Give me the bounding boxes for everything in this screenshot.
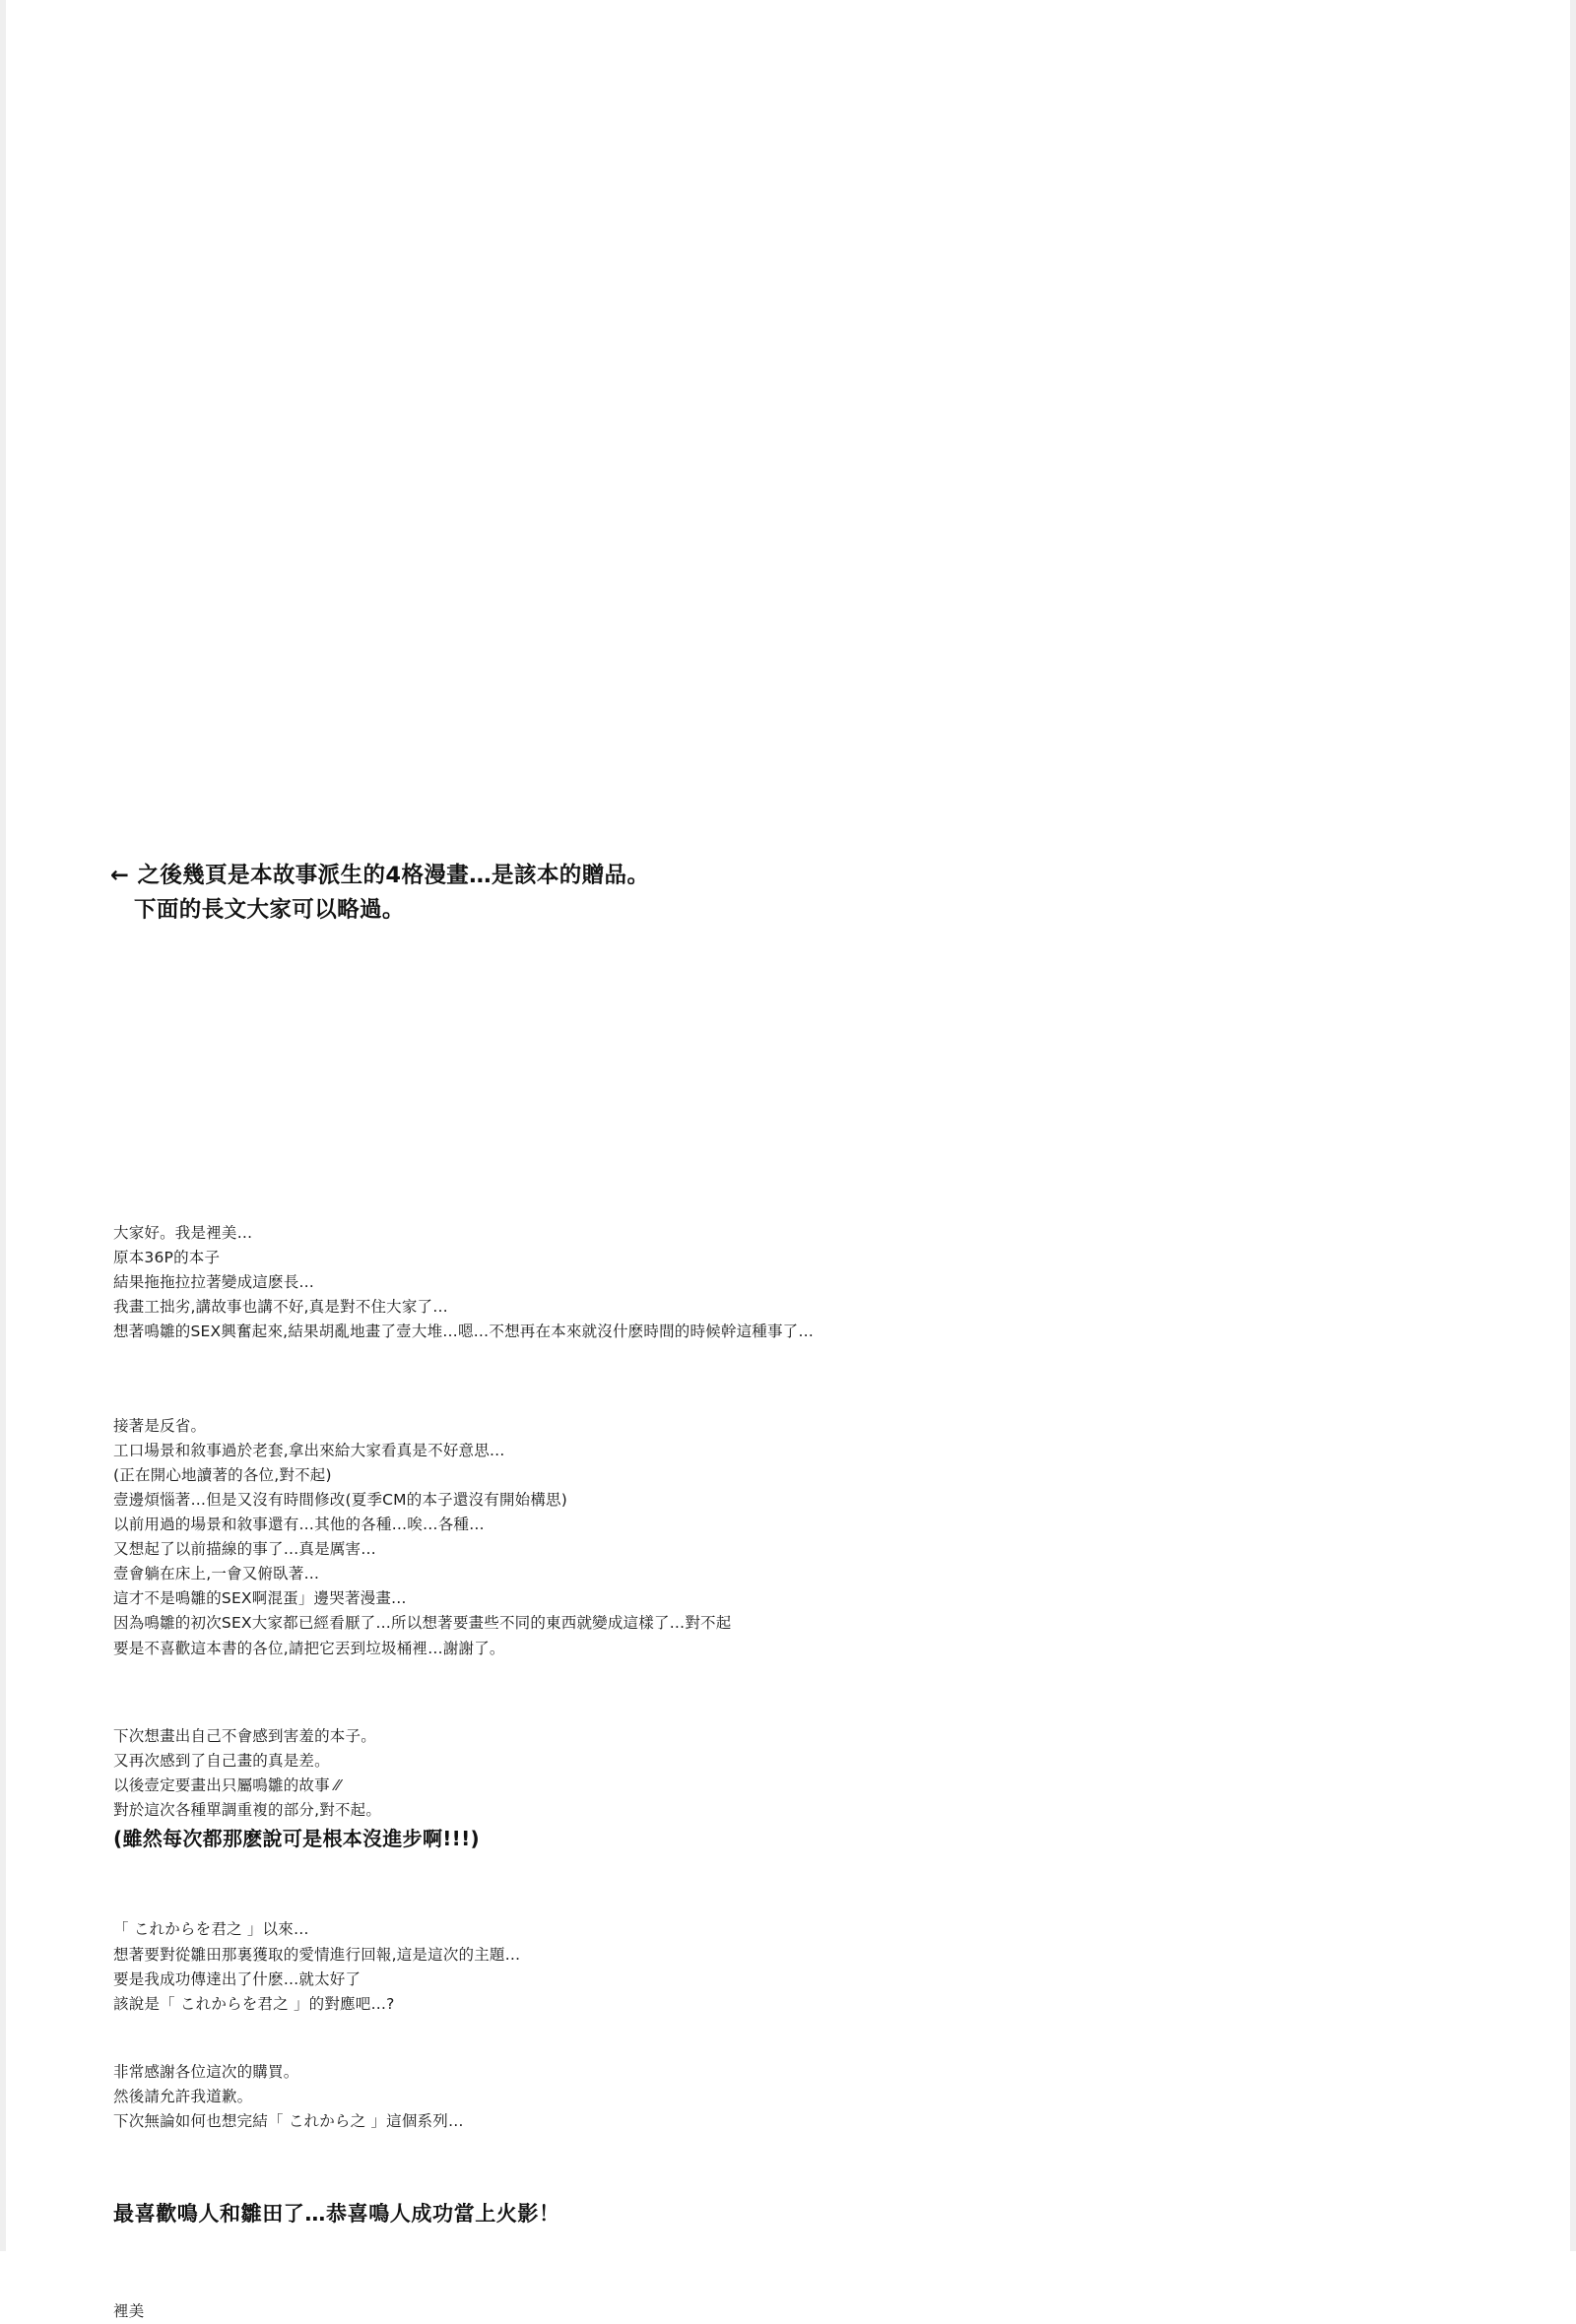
spacer: [113, 2260, 1354, 2299]
afterword-line: 壹邊煩惱著…但是又沒有時間修改(夏季CM的本子還沒有開始構思): [113, 1490, 567, 1509]
afterword-line: 壹會躺在床上,一會又俯臥著…: [113, 1565, 320, 1583]
afterword-line: (正在開心地讀著的各位,對不起): [113, 1465, 332, 1484]
spacer: [113, 1691, 1354, 1724]
afterword-line: 以前用過的場景和敘事還有…其他的各種…唉…各種…: [113, 1515, 485, 1533]
afterword-paragraph-1: [113, 1221, 1354, 1345]
afterword-line: 大家好。我是裡美…: [113, 1224, 253, 1242]
afterword-line: 要是我成功傳達出了什麽…就太好了: [113, 1969, 361, 1988]
afterword-line: 因為鳴雛的初次SEX大家都已經看厭了…所以想著要畫些不同的東西就變成這樣了…對不起: [113, 1614, 732, 1633]
afterword-line: 該說是「 これからを君之 」的對應吧…?: [113, 1994, 395, 2013]
afterword-paragraph-3: [113, 1724, 1354, 1855]
afterword-line: 結果拖拖拉拉著變成這麽長…: [113, 1273, 315, 1292]
top-note-line-1: ← 之後幾頁是本故事派生的4格漫畫…是該本的贈品。: [110, 863, 650, 888]
afterword-final-line-block: [113, 2197, 1354, 2230]
spacer: [113, 2046, 1354, 2060]
afterword-line: 接著是反省。: [113, 1416, 207, 1435]
author-signature: 裡美: [113, 2302, 145, 2321]
afterword-line: 對於這次各種單調重複的部分,對不起。: [113, 1800, 382, 1819]
afterword-line: 非常感謝各位這次的購買。: [113, 2062, 299, 2081]
spacer: [113, 1375, 1354, 1414]
afterword-line: 工口場景和敘事過於老套,拿出來給大家看真是不好意思…: [113, 1441, 505, 1459]
top-note: [110, 859, 1292, 928]
afterword-paragraph-5: [113, 2060, 1354, 2134]
afterword-line: 要是不喜歡這本書的各位,請把它丟到垃圾桶裡…謝謝了。: [113, 1639, 505, 1657]
afterword-line: 這才不是鳴雛的SEX啊混蛋」邊哭著漫畫…: [113, 1589, 407, 1608]
spacer: [113, 1884, 1354, 1917]
top-note-line-2: 下面的長文大家可以略過。: [134, 896, 405, 923]
afterword-line: 下次無論如何也想完結「 これから之 」這個系列…: [113, 2112, 464, 2131]
page-right-margin-band: [1570, 0, 1576, 2251]
afterword-line: 然後請允許我道歉。: [113, 2088, 253, 2106]
afterword-line: 想著要對從雛田那裏獲取的愛情進行回報,這是這次的主題…: [113, 1945, 521, 1964]
afterword-final-line: 最喜歡鳴人和雛田了…恭喜鳴人成功當上火影！: [113, 2202, 560, 2227]
afterword-signature-block: [113, 2299, 1354, 2324]
afterword-paragraph-4: [113, 1917, 1354, 2016]
afterword-line: 「 これからを君之 」以來…: [113, 1920, 309, 1939]
afterword-emphasis-line: (雖然每次都那麽說可是根本沒進步啊!!!): [113, 1827, 480, 1851]
afterword-line: 又想起了以前描線的事了…真是厲害…: [113, 1540, 376, 1559]
page-left-margin-band: [0, 0, 6, 2251]
spacer: [113, 2163, 1354, 2197]
afterword-body: [113, 1221, 1354, 2324]
afterword-line: 又再次感到了自己畫的真是差。: [113, 1751, 330, 1770]
afterword-paragraph-2: [113, 1414, 1354, 1661]
afterword-line: 原本36P的本子: [113, 1249, 221, 1267]
afterword-line: 以後壹定要畫出只屬鳴雛的故事 ⁄⁄: [113, 1775, 341, 1794]
afterword-line: 我畫工拙劣,講故事也講不好,真是對不住大家了…: [113, 1298, 448, 1317]
afterword-line: 想著鳴雛的SEX興奮起來,結果胡亂地畫了壹大堆…嗯…不想再在本來就沒什麽時間的時候幹這種事了…: [113, 1323, 815, 1341]
afterword-line: 下次想畫出自己不會感到害羞的本子。: [113, 1726, 376, 1745]
